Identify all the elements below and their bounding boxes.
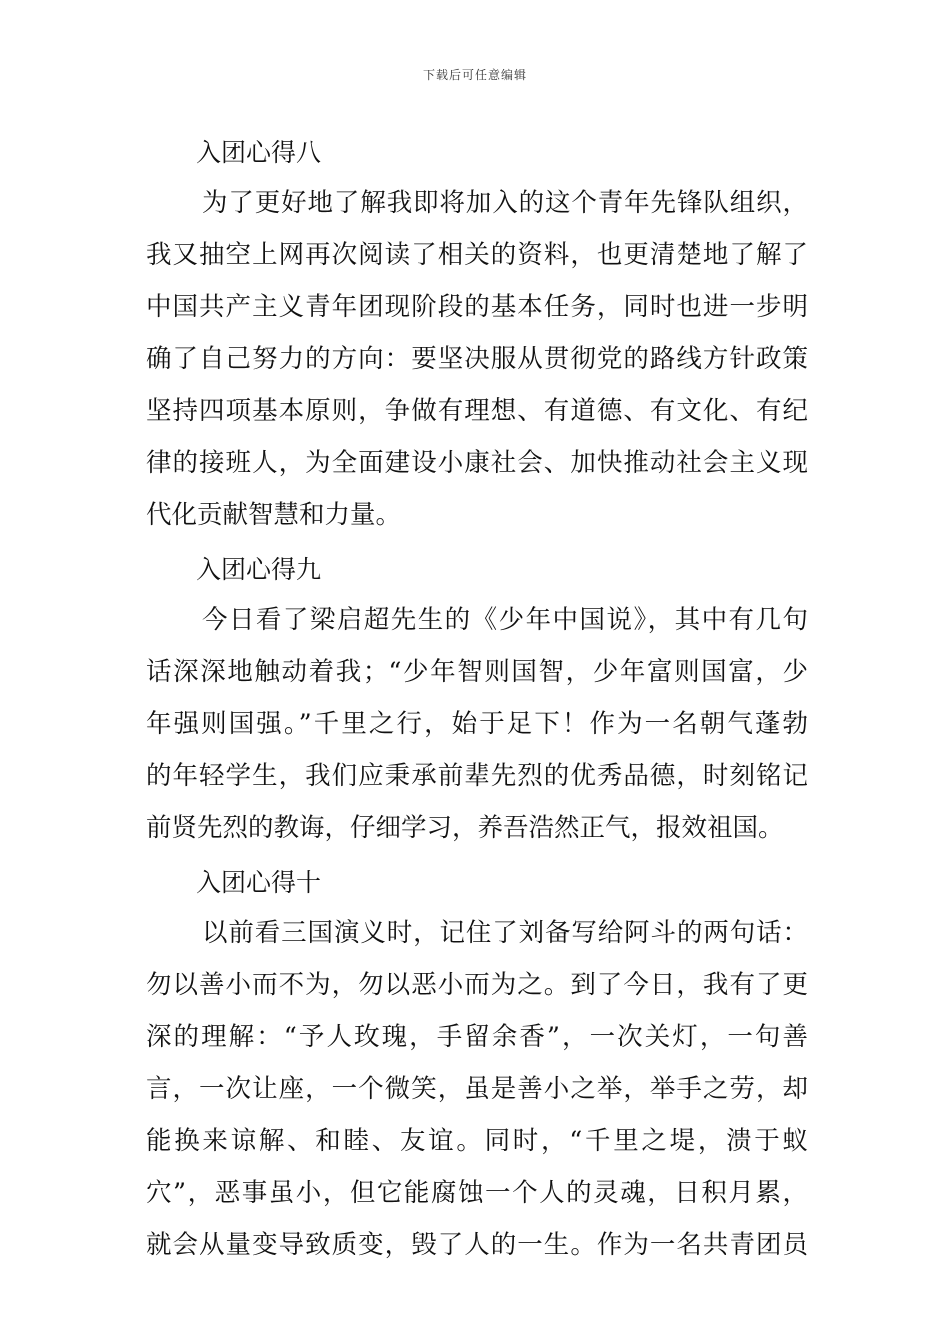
paragraph-line: 的年轻学生，我们应秉承前辈先烈的优秀品德，时刻铭记 bbox=[146, 761, 808, 791]
section-paragraph bbox=[146, 177, 808, 541]
paragraph-line: 言，一次让座，一个微笑，虽是善小之举，举手之劳，却 bbox=[146, 1074, 808, 1104]
paragraph-line: 能换来谅解、和睦、友谊。同时，“千里之堤，溃于蚁 bbox=[146, 1126, 808, 1156]
section-ten bbox=[146, 858, 808, 1271]
paragraph-line: 年强则国强。”千里之行，始于足下！作为一名朝气蓬勃 bbox=[146, 709, 808, 739]
paragraph-line: 穴”，恶事虽小，但它能腐蚀一个人的灵魂，日积月累， bbox=[146, 1178, 808, 1208]
section-eight bbox=[146, 128, 808, 541]
paragraph-line: 律的接班人，为全面建设小康社会、加快推动社会主义现 bbox=[146, 448, 808, 478]
paragraph-line: 为了更好地了解我即将加入的这个青年先锋队组织， bbox=[202, 188, 808, 218]
paragraph-line: 坚持四项基本原则，争做有理想、有道德、有文化、有纪 bbox=[146, 396, 808, 426]
paragraph-line: 中国共产主义青年团现阶段的基本任务，同时也进一步明 bbox=[146, 292, 808, 322]
section-paragraph bbox=[146, 907, 808, 1271]
document-body bbox=[146, 128, 808, 1271]
paragraph-line: 我又抽空上网再次阅读了相关的资料，也更清楚地了解了 bbox=[146, 240, 808, 270]
paragraph-line: 前贤先烈的教诲，仔细学习，养吾浩然正气，报效祖国。 bbox=[146, 813, 784, 843]
section-title: 入团心得八 bbox=[196, 138, 322, 167]
section-nine bbox=[146, 545, 808, 854]
paragraph-line: 确了自己努力的方向：要坚决服从贯彻党的路线方针政策 bbox=[146, 344, 808, 374]
paragraph-line: 以前看三国演义时，记住了刘备写给阿斗的两句话： bbox=[202, 918, 808, 948]
page-header-note: 下载后可任意编辑 bbox=[422, 68, 527, 82]
paragraph-line: 就会从量变导致质变，毁了人的一生。作为一名共青团员 bbox=[146, 1230, 808, 1260]
section-paragraph bbox=[146, 594, 808, 854]
section-title: 入团心得九 bbox=[196, 555, 322, 584]
paragraph-line: 深的理解：“予人玫瑰，手留余香”，一次关灯，一句善 bbox=[146, 1022, 808, 1052]
section-title: 入团心得十 bbox=[196, 868, 322, 897]
paragraph-line: 今日看了梁启超先生的《少年中国说》，其中有几句 bbox=[202, 605, 808, 635]
paragraph-line: 勿以善小而不为，勿以恶小而为之。到了今日，我有了更 bbox=[146, 970, 808, 1000]
paragraph-line: 代化贡献智慧和力量。 bbox=[146, 500, 402, 530]
paragraph-line: 话深深地触动着我；“少年智则国智，少年富则国富，少 bbox=[146, 657, 808, 687]
